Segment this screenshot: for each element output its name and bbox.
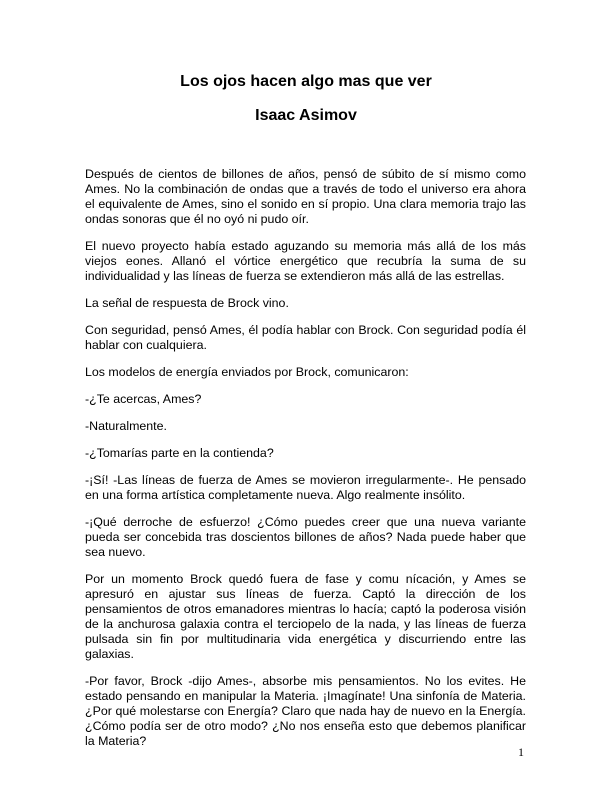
paragraph-9: -¡Sí! -Las líneas de fuerza de Ames se movieron irregularmente-. He pensado en una forma artística completamente nueva. Algo realmente insólito. — [85, 473, 526, 502]
document-title: Los ojos hacen algo mas que ver — [180, 73, 432, 90]
page-number: 1 — [518, 745, 524, 759]
paragraph-8: -¿Tomarías parte en la contienda? — [85, 446, 274, 460]
paragraph-2: El nuevo proyecto había estado aguzando su memoria más allá de los más viejos eones. Allanó el vórtice energético que recubría la suma de su individualidad y las líneas de fuerza se extendieron más allá de las estrellas. — [85, 239, 526, 283]
paragraph-1: Después de cientos de billones de años, pensó de súbito de sí mismo como Ames. No la combinación de ondas que a través de todo el universo era ahora el equivalente de Ames, sino el sonido en sí propio. Una clara memoria trajo las ondas sonoras que él no oyó ni pudo oír. — [85, 167, 526, 226]
document-author: Isaac Asimov — [255, 107, 357, 124]
paragraph-3: La señal de respuesta de Brock vino. — [85, 296, 289, 310]
paragraph-5: Los modelos de energía enviados por Brock, comunicaron: — [85, 365, 409, 379]
paragraph-4: Con seguridad, pensó Ames, él podía hablar con Brock. Con seguridad podía él hablar con cualquiera. — [85, 323, 526, 352]
document-body — [85, 167, 526, 761]
paragraph-6: -¿Te acercas, Ames? — [85, 392, 202, 406]
paragraph-10: -¡Qué derroche de esfuerzo! ¿Cómo puedes creer que una nueva variante pueda ser concebida tras doscientos billones de años? Nada puede haber que sea nuevo. — [85, 515, 526, 559]
paragraph-11: Por un momento Brock quedó fuera de fase y comu nícación, y Ames se apresuró en ajustar sus líneas de fuerza. Captó la dirección de los pensamientos de otros emanadores mientras lo hacía; captó la poderosa visión de la anchurosa galaxia contra el terciopelo de la nada, y las líneas de fuerza pulsada sin fin por multitudinaria vida energética y discurriendo entre las galaxias. — [85, 572, 526, 661]
paragraph-12: -Por favor, Brock -dijo Ames-, absorbe mis pensamientos. No los evites. He estado pensando en manipular la Materia. ¡Imagínate! Una sinfonía de Materia. ¿Por qué molestarse con Energía? Claro que nada hay de nuevo en la Energía. ¿Cómo podía ser de otro modo? ¿No nos enseña esto que debemos planificar la Materia? — [85, 674, 526, 748]
paragraph-7: -Naturalmente. — [85, 419, 167, 433]
